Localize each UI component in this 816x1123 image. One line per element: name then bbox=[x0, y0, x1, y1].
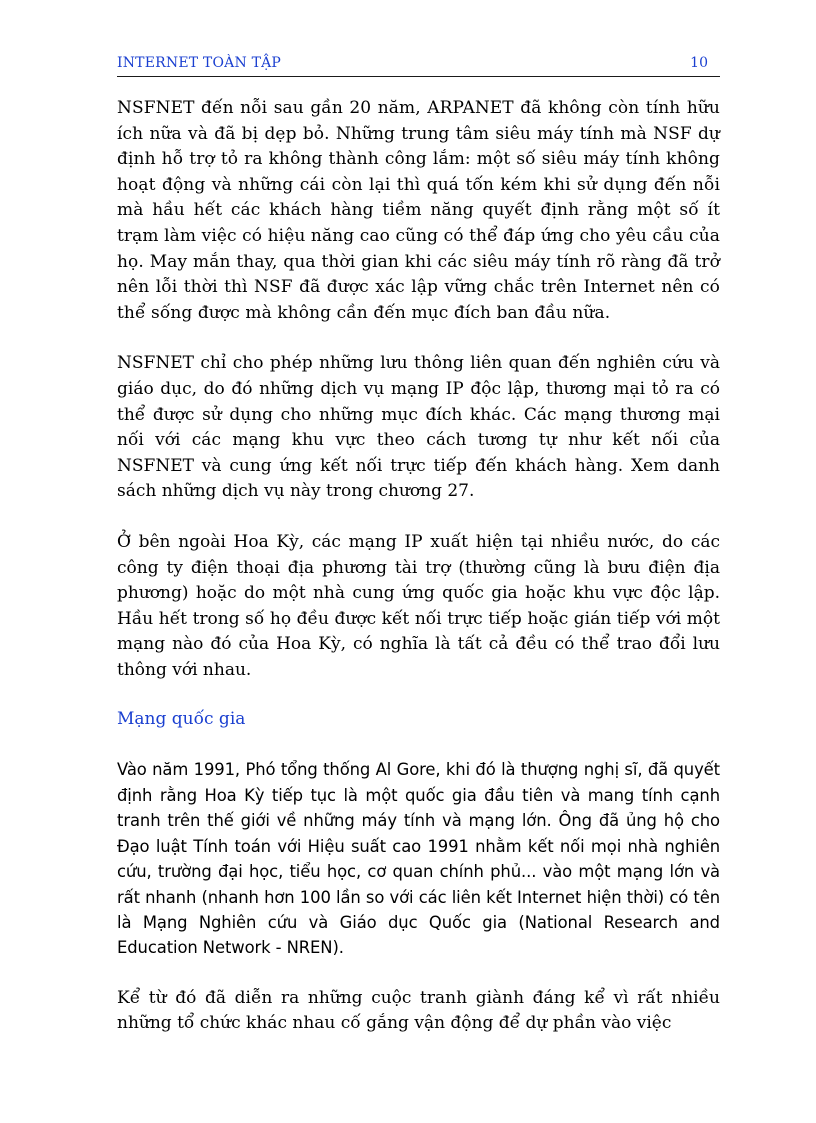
paragraph: NSFNET đến nỗi sau gần 20 năm, ARPANET đã không còn tính hữu ích nữa và đã bị dẹp bỏ. Những trung tâm siêu máy tính mà NSF dự định hỗ trợ tỏ ra không thành công lắm: một số siêu máy tính không hoạt động và những cái còn lại thì quá tốn kém khi sử dụng đến nỗi mà hầu hết các khách hàng tiềm năng quyết định rằng một số ít trạm làm việc có hiệu năng cao cũng có thể đáp ứng cho yêu cầu của họ. May mắn thay, qua thời gian khi các siêu máy tính rõ ràng đã trở nên lỗi thời thì NSF đã được xác lập vững chắc trên Internet nên có thể sống được mà không cần đến mục đích ban đầu nữa. bbox=[117, 98, 720, 323]
page-number: 10 bbox=[690, 55, 708, 71]
paragraph: Ở bên ngoài Hoa Kỳ, các mạng IP xuất hiện tại nhiều nước, do các công ty điện thoại địa phương tài trợ (thường cũng là bưu điện địa phương) hoặc do một nhà cung ứng quốc gia hoặc khu vực độc lập. Hầu hết trong số họ đều được kết nối trực tiếp hoặc gián tiếp với một mạng nào đó của Hoa Kỳ, có nghĩa là tất cả đều có thể trao đổi lưu thông với nhau. bbox=[117, 531, 720, 680]
page-body bbox=[117, 96, 720, 1037]
paragraph: NSFNET chỉ cho phép những lưu thông liên quan đến nghiên cứu và giáo dục, do đó những dịch vụ mạng IP độc lập, thương mại tỏ ra có thể được sử dụng cho những mục đích khác. Các mạng thương mại nối với các mạng khu vực theo cách tương tự như kết nối của NSFNET và cung ứng kết nối trực tiếp đến khách hàng. Xem danh sách những dịch vụ này trong chương 27. bbox=[117, 353, 720, 502]
paragraph: Vào năm 1991, Phó tổng thống Al Gore, khi đó là thượng nghị sĩ, đã quyết định rằng Hoa Kỳ tiếp tục là một quốc gia đầu tiên và mang tính cạnh tranh trên thế giới về những máy tính và mạng lớn. Ông đã ủng hộ cho Đạo luật Tính toán với Hiệu suất cao 1991 nhằm kết nối mọi nhà nghiên cứu, trường đại học, tiểu học, cơ quan chính phủ... vào một mạng lớn và rất nhanh (nhanh hơn 100 lần so với các liên kết Internet hiện thời) có tên là Mạng Nghiên cứu và Giáo dục Quốc gia (National Research and Education Network - NREN). bbox=[117, 760, 720, 958]
section-heading: Mạng quốc gia bbox=[117, 709, 246, 730]
paragraph: Kể từ đó đã diễn ra những cuộc tranh giành đáng kể vì rất nhiều những tổ chức khác nhau cố gắng vận động để dự phần vào việc bbox=[117, 987, 720, 1034]
running-title: INTERNET TOÀN TẬP bbox=[117, 55, 282, 71]
page-header bbox=[117, 52, 720, 77]
